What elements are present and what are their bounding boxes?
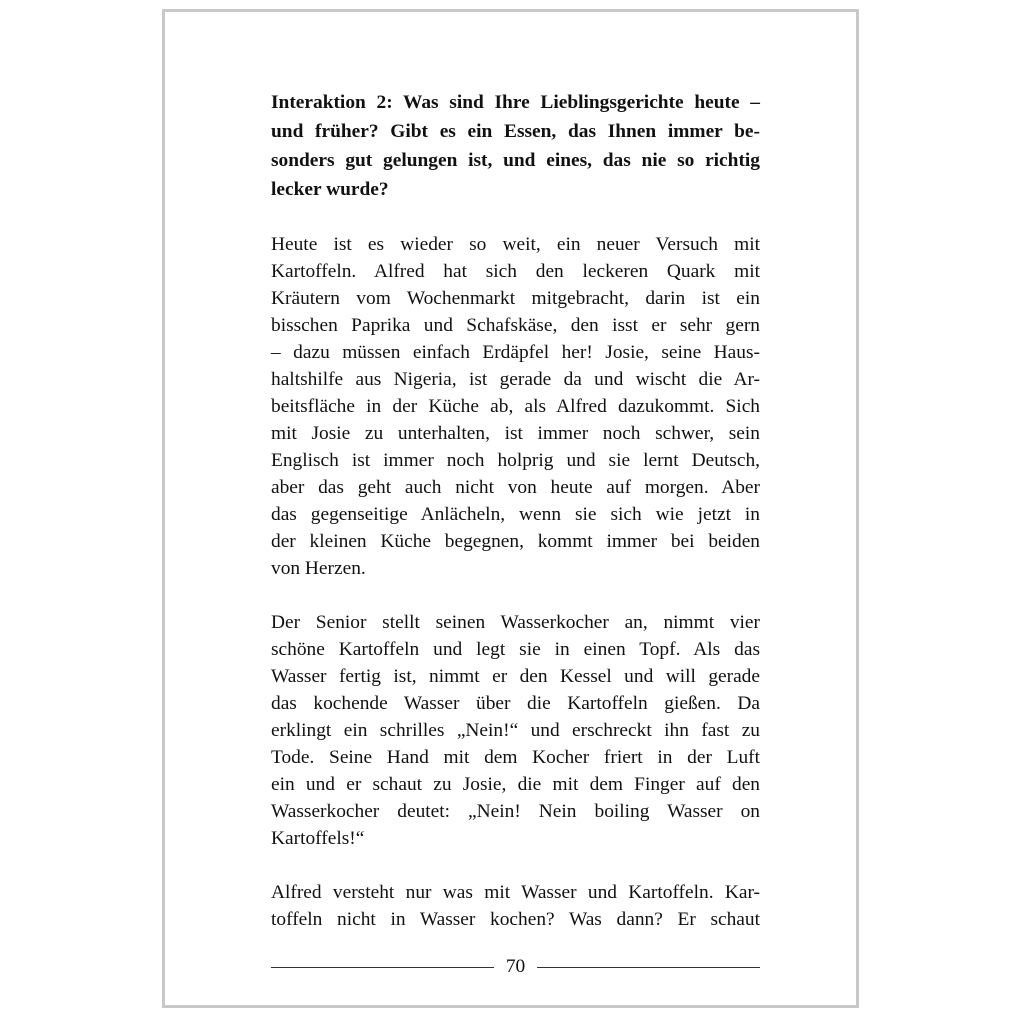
book-page bbox=[162, 9, 859, 1008]
page-number: 70 bbox=[505, 956, 526, 977]
heading-line: und früher? Gibt es ein Essen, das Ihnen immer be- bbox=[271, 121, 760, 142]
page-content bbox=[271, 88, 760, 933]
text-line: schöne Kartoffeln und legt sie in einen Topf. Als das bbox=[271, 639, 760, 660]
text-line: Tode. Seine Hand mit dem Kocher friert in der Luft bbox=[271, 747, 760, 768]
text-line: beitsfläche in der Küche ab, als Alfred dazukommt. Sich bbox=[271, 396, 760, 417]
heading-line: sonders gut gelungen ist, und eines, das nie so richtig bbox=[271, 150, 760, 171]
text-line: bisschen Paprika und Schafskäse, den isst er sehr gern bbox=[271, 315, 760, 336]
page-footer bbox=[271, 952, 760, 982]
heading-line: lecker wurde? bbox=[271, 179, 389, 200]
text-line: der kleinen Küche begegnen, kommt immer bei beiden bbox=[271, 531, 760, 552]
text-line: Englisch ist immer noch holprig und sie lernt Deutsch, bbox=[271, 450, 760, 471]
paragraph-1 bbox=[271, 231, 760, 582]
text-line: Kartoffels!“ bbox=[271, 828, 365, 849]
text-line: das kochende Wasser über die Kartoffeln gießen. Da bbox=[271, 693, 760, 714]
interaction-heading bbox=[271, 88, 760, 204]
text-line: haltshilfe aus Nigeria, ist gerade da und wischt die Ar- bbox=[271, 369, 760, 390]
paragraph-2 bbox=[271, 609, 760, 852]
text-line: Alfred versteht nur was mit Wasser und Kartoffeln. Kar- bbox=[271, 882, 760, 903]
paragraph-3 bbox=[271, 879, 760, 933]
heading-line: Interaktion 2: Was sind Ihre Lieblingsgerichte heute – bbox=[271, 92, 760, 113]
footer-rule-left bbox=[271, 967, 494, 968]
text-line: ein und er schaut zu Josie, die mit dem Finger auf den bbox=[271, 774, 760, 795]
text-line: das gegenseitige Anlächeln, wenn sie sich wie jetzt in bbox=[271, 504, 760, 525]
text-line: aber das geht auch nicht von heute auf morgen. Aber bbox=[271, 477, 760, 498]
text-line: Kartoffeln. Alfred hat sich den leckeren Quark mit bbox=[271, 261, 760, 282]
text-line: Der Senior stellt seinen Wasserkocher an, nimmt vier bbox=[271, 612, 760, 633]
text-line: von Herzen. bbox=[271, 558, 366, 579]
text-line: erklingt ein schrilles „Nein!“ und erschreckt ihn fast zu bbox=[271, 720, 760, 741]
text-line: – dazu müssen einfach Erdäpfel her! Josie, seine Haus- bbox=[271, 342, 760, 363]
text-line: Wasserkocher deutet: „Nein! Nein boiling Wasser on bbox=[271, 801, 760, 822]
text-line: Kräutern vom Wochenmarkt mitgebracht, darin ist ein bbox=[271, 288, 760, 309]
text-line: toffeln nicht in Wasser kochen? Was dann? Er schaut bbox=[271, 909, 760, 930]
text-line: mit Josie zu unterhalten, ist immer noch schwer, sein bbox=[271, 423, 760, 444]
text-line: Heute ist es wieder so weit, ein neuer Versuch mit bbox=[271, 234, 760, 255]
footer-rule-right bbox=[537, 967, 760, 968]
text-line: Wasser fertig ist, nimmt er den Kessel und will gerade bbox=[271, 666, 760, 687]
